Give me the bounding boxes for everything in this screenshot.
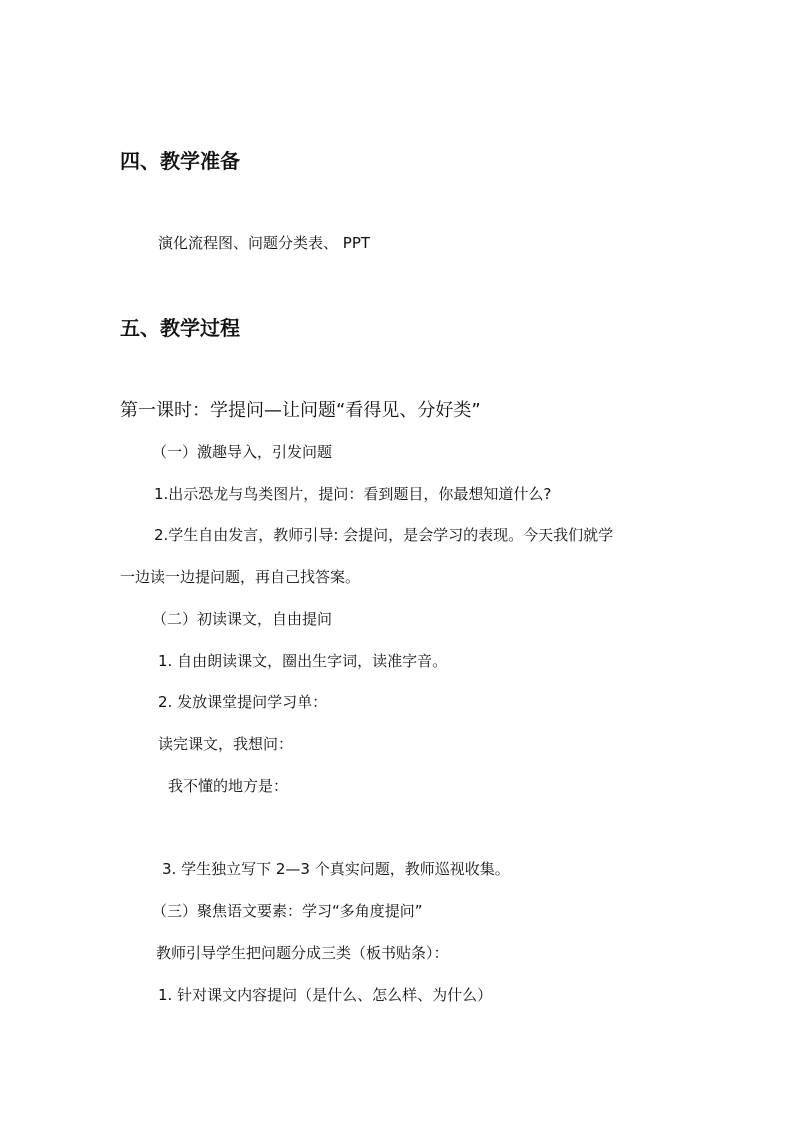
part3-intro: 教师引导学生把问题分成三类（板书贴条）： — [156, 944, 449, 962]
part2-item-1: 1. 自由朗读课文，圈出生字词，读准字音。 — [158, 652, 448, 670]
section-heading-teaching-preparation: 四、教学准备 — [120, 149, 240, 173]
question-sheet-line-2: 我不懂的地方是： — [168, 777, 289, 795]
part3-item-1: 1. 针对课文内容提问（是什么、怎么样、为什么） — [158, 986, 493, 1004]
part2-heading: （二）初读课文，自由提问 — [152, 610, 333, 628]
part1-item-2-line-1: 2.学生自由发言，教师引导: 会提问，是会学习的表现。今天我们就学 — [154, 526, 614, 544]
part1-item-2-line-2: 一边读一边提问题，再自己找答案。 — [120, 568, 361, 586]
question-sheet-line-1: 读完课文，我想问： — [158, 735, 294, 753]
section-heading-teaching-process: 五、教学过程 — [120, 316, 240, 340]
teaching-preparation-materials: 演化流程图、问题分类表、 PPT — [158, 234, 371, 252]
part2-item-3: 3. 学生独立写下 2—3 个真实问题，教师巡视收集。 — [162, 860, 510, 878]
part2-item-2: 2. 发放课堂提问学习单： — [158, 693, 328, 711]
part1-heading: （一）激趣导入，引发问题 — [152, 443, 333, 461]
part3-heading: （三）聚焦语文要素：学习“多角度提问” — [152, 902, 423, 920]
part1-item-1: 1.出示恐龙与鸟类图片，提问：看到题目，你最想知道什么? — [154, 485, 552, 503]
lesson-title: 第一课时：学提问—让问题“看得见、分好类” — [120, 400, 481, 421]
